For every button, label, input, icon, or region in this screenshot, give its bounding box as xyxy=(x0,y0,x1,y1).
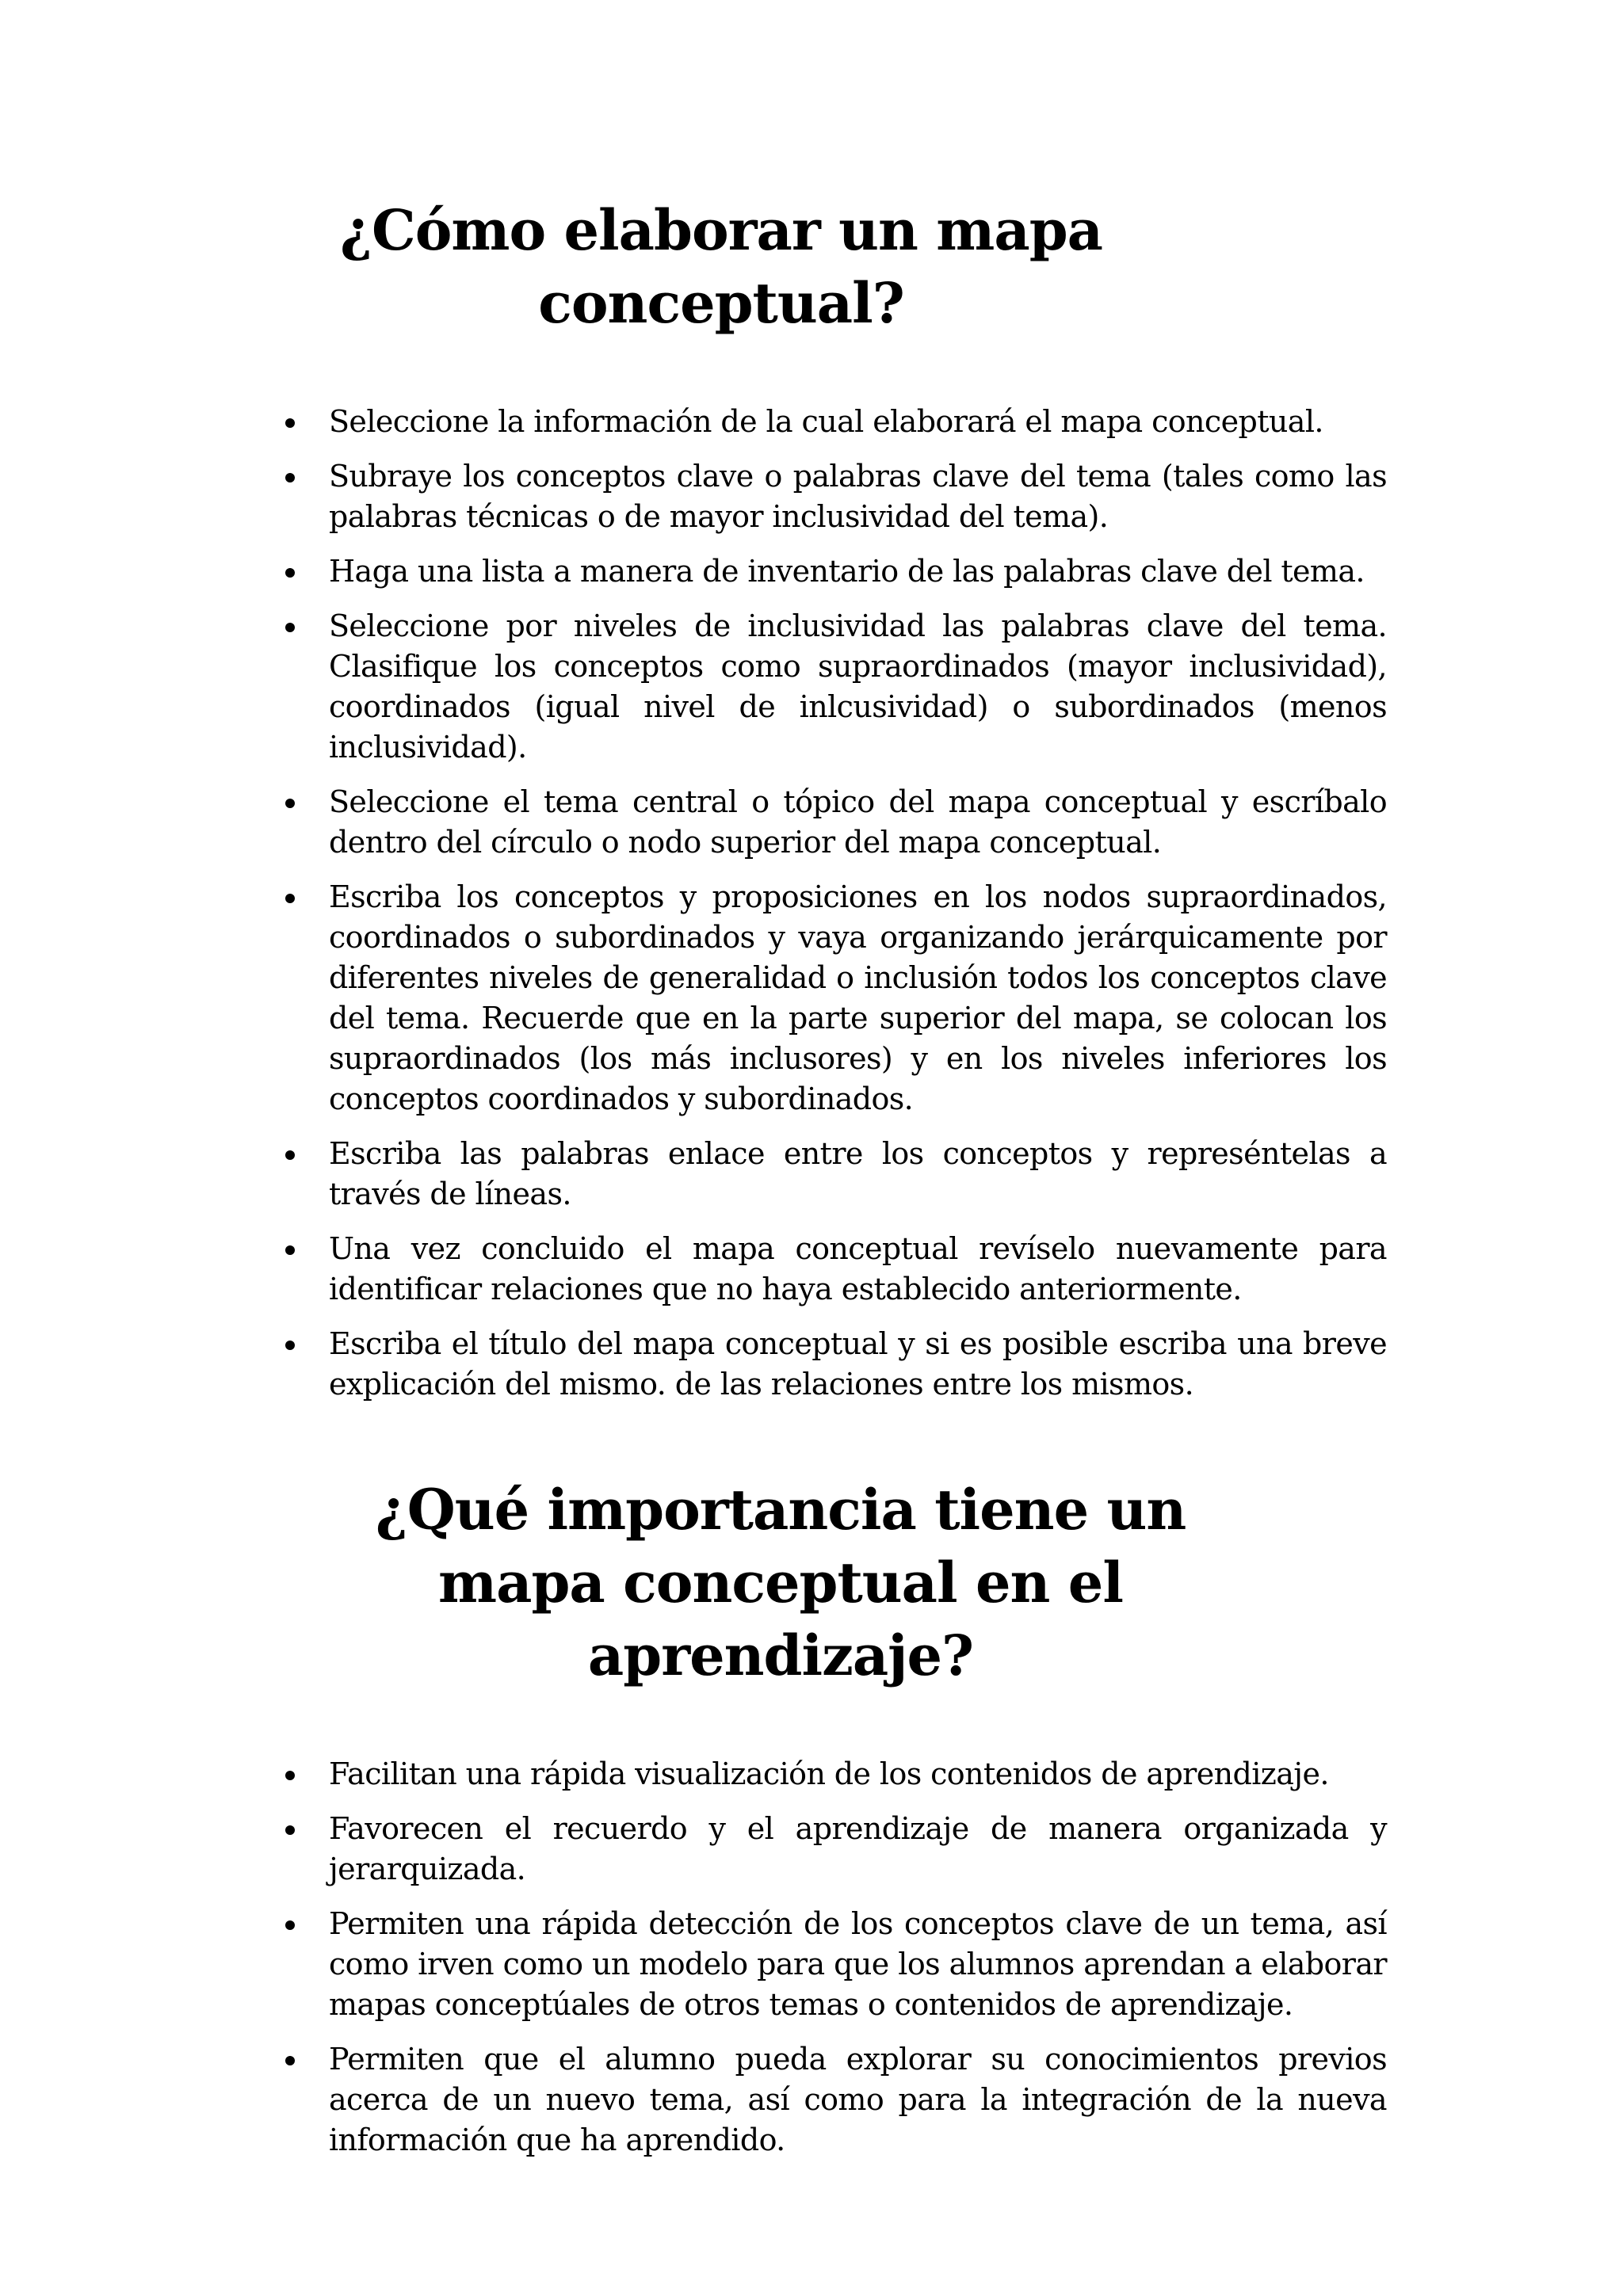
list-item xyxy=(262,1754,1387,1794)
list-item-text: Seleccione el tema central o tópico del mapa conceptual y escríbalo dentro del círculo o nodo superior del mapa conceptual. xyxy=(329,784,1387,860)
list-item xyxy=(262,1904,1387,2025)
bullet-icon xyxy=(285,623,295,632)
list-item xyxy=(262,1324,1387,1405)
list-item-text: Una vez concluido el mapa conceptual revíselo nuevamente para identificar relaciones que no haya establecido anteriormente. xyxy=(329,1231,1387,1306)
bullet-icon xyxy=(285,1920,295,1930)
bullet-icon xyxy=(285,568,295,578)
list-item xyxy=(262,877,1387,1119)
list-item-text: Escriba el título del mapa conceptual y si es posible escriba una breve explicación del mismo. de las relaciones entre los mismos. xyxy=(329,1326,1387,1402)
bullet-icon xyxy=(285,418,295,428)
section-title: ¿Cómo elaborar un mapa conceptual? xyxy=(339,197,1103,336)
list-item xyxy=(262,1229,1387,1310)
list-item xyxy=(262,551,1387,592)
list-item-text: Permiten que el alumno pueda explorar su conocimientos previos acerca de un nuevo tema, así como para la integración de la nueva información que ha aprendido. xyxy=(329,2042,1387,2157)
bullet-icon xyxy=(285,1341,295,1350)
list-item xyxy=(262,2039,1387,2161)
section-title: ¿Qué importancia tiene un mapa conceptual en el aprendizaje? xyxy=(375,1477,1186,1688)
list-item-text: Seleccione por niveles de inclusividad las palabras clave del tema. Clasifique los conceptos como supraordinados (mayor inclusividad), coordinados (igual nivel de inlcusividad) o subordinados (menos inclusividad). xyxy=(329,608,1387,765)
bullet-icon xyxy=(285,799,295,808)
list-item xyxy=(262,1134,1387,1215)
list-item-text: Subraye los conceptos clave o palabras clave del tema (tales como las palabras técnicas o de mayor inclusividad del tema). xyxy=(329,459,1387,534)
bullet-icon xyxy=(285,1150,295,1160)
bullet-icon xyxy=(285,473,295,482)
list-item-text: Permiten una rápida detección de los conceptos clave de un tema, así como irven como un modelo para que los alumnos aprendan a elaborar mapas conceptúales de otros temas o contenidos de aprendizaje. xyxy=(329,1906,1387,2022)
list-item-text: Escriba las palabras enlace entre los conceptos y represéntelas a través de líneas. xyxy=(329,1136,1387,1211)
section-how-to-build xyxy=(262,194,1387,1419)
bullet-icon xyxy=(285,1245,295,1255)
list-item-text: Haga una lista a manera de inventario de las palabras clave del tema. xyxy=(329,554,1365,589)
bullet-icon xyxy=(285,2056,295,2065)
list-item-text: Seleccione la información de la cual elaborará el mapa conceptual. xyxy=(329,404,1323,439)
list-item xyxy=(262,606,1387,768)
list-item xyxy=(262,402,1387,442)
bullet-list xyxy=(262,402,1387,1405)
list-item xyxy=(262,456,1387,537)
bullet-icon xyxy=(285,894,295,903)
section-importance xyxy=(262,1474,1387,2175)
list-item xyxy=(262,1809,1387,1890)
list-item-text: Facilitan una rápida visualización de los contenidos de aprendizaje. xyxy=(329,1756,1329,1791)
list-item-text: Escriba los conceptos y proposiciones en los nodos supraordinados, coordinados o subordinados y vaya organizando jerárquicamente por diferentes niveles de generalidad o inclusión todos los conceptos clave del tema. Recuerde que en la parte superior del mapa, se colocan los supraordinados (los más inclusores) y en los niveles inferiores los conceptos coordinados y subordinados. xyxy=(329,879,1387,1116)
bullet-icon xyxy=(285,1825,295,1835)
list-item xyxy=(262,782,1387,863)
bullet-list xyxy=(262,1754,1387,2161)
bullet-icon xyxy=(285,1771,295,1780)
list-item-text: Favorecen el recuerdo y el aprendizaje de manera organizada y jerarquizada. xyxy=(329,1811,1387,1886)
